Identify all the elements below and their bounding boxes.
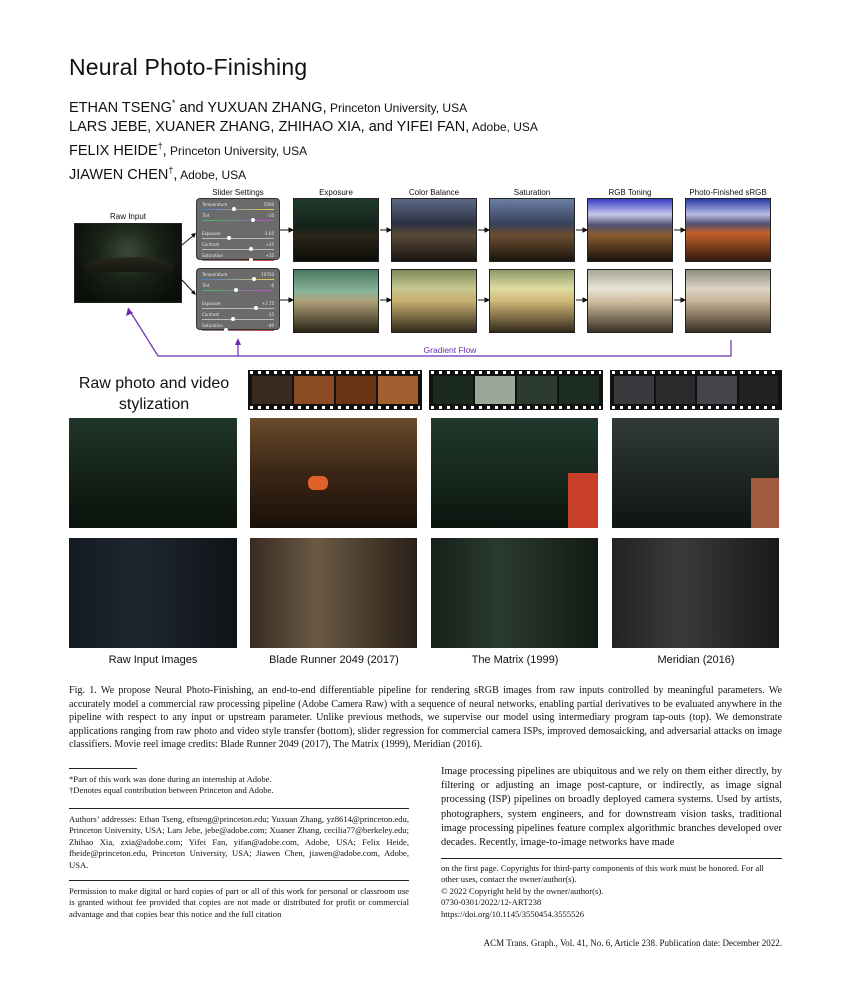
- journal-footer: ACM Trans. Graph., Vol. 41, No. 6, Article 238. Publication date: December 2022.: [483, 938, 782, 948]
- author-affiliation: Princeton University, USA: [326, 100, 468, 115]
- raw-input-image: [74, 223, 182, 303]
- slider-label: Temperature: [202, 272, 228, 277]
- raw-input-label: Raw Input: [109, 212, 147, 221]
- stage-label-color-balance: Color Balance: [408, 188, 460, 197]
- footnote-dagger: †Denotes equal contribution between Princeton and Adobe.: [69, 785, 274, 796]
- slider-track: [202, 209, 274, 210]
- slider-knob[interactable]: [232, 207, 236, 211]
- slider-temperature[interactable]: [202, 272, 274, 282]
- slider-value: -15: [267, 312, 274, 317]
- raw-input-train-image: [69, 418, 237, 528]
- permission-rule: [69, 880, 409, 881]
- doi-link[interactable]: https://doi.org/10.1145/3550454.3555526: [441, 908, 584, 919]
- author-list: [69, 94, 538, 184]
- caption-raw-input-images: Raw Input Images: [108, 654, 198, 666]
- slider-label: Saturation: [202, 253, 223, 258]
- author-names-cont: and YUXUAN ZHANG,: [175, 99, 327, 116]
- slider-knob[interactable]: [252, 277, 256, 281]
- author-line-1: [69, 94, 538, 118]
- stylization-heading-line-2: stylization: [118, 396, 190, 413]
- slider-label: Tint: [202, 213, 210, 218]
- gradient-flow-label: Gradient Flow: [423, 345, 477, 355]
- author-names: LARS JEBE, XUANER ZHANG, ZHIHAO XIA, and YIFEI FAN,: [69, 118, 470, 135]
- film-reel-meridian: [610, 370, 782, 410]
- author-names: FELIX HEIDE: [69, 142, 158, 159]
- slider-label: Temperature: [202, 202, 228, 207]
- slider-tint[interactable]: [202, 283, 274, 293]
- slider-temperature[interactable]: [202, 202, 274, 212]
- slider-knob[interactable]: [251, 218, 255, 222]
- authors-addresses: Authors’ addresses: Ethan Tseng, eftseng@princeton.edu; Yuxuan Zhang, yz8614@princeton.edu, Princeton University, USA; Lars Jebe, jebe@adobe.com; Xuaner Zhang, cecilia77@berkeley.edu; Zhihao Xia, zxia@adobe.com; Yifei Fan, yifan@adobe.com, Adobe, USA; Felix Heide, fheide@princeton.edu, Princeton University, USA; Jiawen Chen, jiawen@adobe.com, Adobe, USA.: [69, 814, 409, 870]
- slider-contrast[interactable]: [202, 242, 274, 252]
- slider-label: Contrast: [202, 242, 220, 247]
- slider-value: 10750: [261, 272, 274, 277]
- figure-caption: Fig. 1. We propose Neural Photo-Finishing, an end-to-end differentiable pipeline for rendering sRGB images from raw inputs controlled by meaningful parameters. We accurately model a commercial raw processing pipeline (Adobe Camera Raw) with a sequence of neural networks, enabling partial derivatives to be evaluated anywhere in the pipeline with respect to any input or upstream parameter. Unlike previous methods, we supervise our model using intermediary program tap-outs (top). We demonstrate applications ranging from raw photo and video style transfer (bottom), slider regression for commercial camera ISPs, improved demosaicking, and adversarial attacks on image classifiers. Movie reel image credits: Blade Runner 2049 (2017), The Matrix (1999), Meridian (2016).: [69, 685, 782, 751]
- film-reel-blade-runner: [248, 370, 422, 410]
- matrix-building-image: [431, 538, 598, 648]
- slider-label: Saturation: [202, 323, 223, 328]
- footnote-star: *Part of this work was done during an internship at Adobe.: [69, 774, 272, 784]
- stage-image-photo-finished-row1: [685, 198, 771, 262]
- author-line-4: [69, 161, 538, 185]
- copyright-line-2: © 2022 Copyright held by the owner/author(s).: [441, 885, 604, 896]
- copyright-line-1: on the first page. Copyrights for third-party components of this work must be honored. For all other uses, contact the owner/author(s).: [441, 863, 764, 885]
- slider-track: [202, 260, 274, 261]
- stylization-heading-line-1: Raw photo and video: [78, 375, 230, 392]
- slider-track: [202, 238, 274, 239]
- matrix-train-image: [431, 418, 598, 528]
- blade-runner-train-image: [250, 418, 417, 528]
- caption-meridian: Meridian (2016): [657, 654, 735, 666]
- slider-saturation[interactable]: [202, 253, 274, 263]
- slider-value: -40: [267, 323, 274, 328]
- intro-body-text: Image processing pipelines are ubiquitous and we rely on them either directly, by filtering or adjusting an image post-capture, or indirectly, as image signal processing (ISP) pipelines on broadly deployed camera systems. Used by artists, photographers, system engineers, and for downstream vision tasks, traditional image processing pipelines feature complex algorithmic branches developed over decades. Recently, image-to-image networks have made: [441, 766, 782, 849]
- slider-track: [202, 220, 274, 221]
- addresses-rule: [69, 808, 409, 809]
- slider-panel-1: [196, 198, 280, 260]
- film-reel-matrix: [429, 370, 603, 410]
- caption-blade-runner: Blade Runner 2049 (2017): [269, 654, 399, 666]
- slider-value: +35: [265, 253, 274, 258]
- stage-label-rgb-toning: RGB Toning: [608, 188, 652, 197]
- copyright-line-3: 0730-0301/2022/12-ART238: [441, 897, 542, 908]
- author-names-cont: ,: [162, 142, 167, 159]
- slider-track: [202, 290, 274, 291]
- footnote-rule: [69, 768, 137, 769]
- slider-knob[interactable]: [227, 236, 231, 240]
- blade-runner-building-image: [250, 538, 417, 648]
- slider-label: Exposure: [202, 231, 221, 236]
- copyright-block: [441, 863, 782, 920]
- slider-knob[interactable]: [234, 288, 238, 292]
- slider-value: +2.75: [261, 301, 274, 306]
- slider-value: -6: [270, 283, 274, 288]
- slider-knob[interactable]: [249, 247, 253, 251]
- connector-arrows: [180, 225, 200, 300]
- stage-label-saturation: Saturation: [513, 188, 551, 197]
- author-mark: †: [168, 164, 174, 175]
- pipeline-arrows: [278, 220, 688, 310]
- slider-tint[interactable]: [202, 213, 274, 223]
- permission-notice: Permission to make digital or hard copies of part or all of this work for personal or classroom use is granted without fee provided that copies are not made or distributed for profit or commercial advantage and that copies bear this notice and the full citation: [69, 886, 409, 919]
- stylization-heading: [69, 373, 239, 415]
- author-mark: *: [171, 98, 176, 108]
- author-line-3: [69, 137, 538, 161]
- slider-knob[interactable]: [249, 258, 253, 262]
- author-affiliation: Adobe, USA: [177, 167, 247, 182]
- slider-label: Contrast: [202, 312, 220, 317]
- slider-track: [202, 279, 274, 280]
- footnote-block: [69, 774, 409, 797]
- copyright-rule: [441, 858, 782, 859]
- slider-value: +35: [265, 242, 274, 247]
- author-affiliation: Adobe, USA: [469, 119, 538, 134]
- slider-value: -1.65: [263, 231, 274, 236]
- paper-title: Neural Photo-Finishing: [69, 54, 308, 80]
- raw-input-building-image: [69, 538, 237, 648]
- slider-label: Exposure: [202, 301, 221, 306]
- caption-matrix: The Matrix (1999): [471, 654, 559, 666]
- slider-exposure[interactable]: [202, 231, 274, 241]
- stage-label-photo-finished: Photo-Finished sRGB: [689, 188, 767, 197]
- slider-value: -10: [267, 213, 274, 218]
- author-names: ETHAN TSENG: [69, 99, 172, 116]
- meridian-train-image: [612, 418, 779, 528]
- meridian-building-image: [612, 538, 779, 648]
- slider-value: 5500: [263, 202, 274, 207]
- slider-settings-label: Slider Settings: [212, 188, 264, 197]
- author-mark: †: [157, 140, 163, 151]
- author-names: JIAWEN CHEN: [69, 166, 169, 183]
- author-names-cont: ,: [173, 166, 178, 183]
- slider-track: [202, 249, 274, 250]
- author-affiliation: Princeton University, USA: [166, 143, 308, 158]
- slider-label: Tint: [202, 283, 210, 288]
- author-line-2: [69, 118, 538, 137]
- stage-label-exposure: Exposure: [319, 188, 353, 197]
